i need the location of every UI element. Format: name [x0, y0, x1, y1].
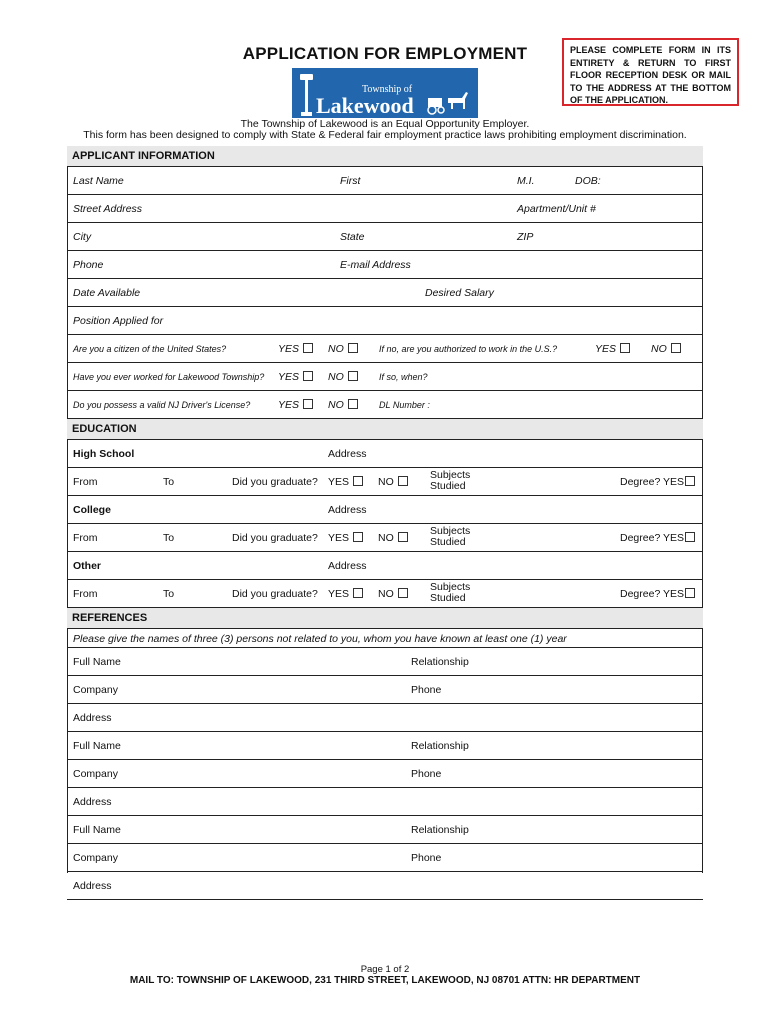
- address-label: Address: [73, 796, 112, 808]
- checkbox-icon: [398, 588, 408, 598]
- worked-no[interactable]: NO: [328, 371, 358, 383]
- high-school-address-label: Address: [328, 448, 367, 460]
- citizen-question: Are you a citizen of the United States?: [73, 344, 227, 354]
- citizen-row: [67, 335, 703, 363]
- reference-1-address-row[interactable]: [67, 704, 703, 732]
- apt-label: Apartment/Unit #: [517, 203, 596, 215]
- reference-3-address-row[interactable]: [67, 872, 703, 900]
- license-yes[interactable]: YES: [278, 399, 313, 411]
- city-row[interactable]: [67, 223, 703, 251]
- authorized-question: If no, are you authorized to work in the U.S.?: [379, 344, 558, 354]
- from-label: From: [73, 476, 98, 488]
- phone-label: Phone: [411, 768, 442, 780]
- college-label: College: [73, 504, 111, 516]
- checkbox-icon: [348, 399, 358, 409]
- company-label: Company: [73, 684, 118, 696]
- address-label: Address: [73, 712, 112, 724]
- graduate-yes[interactable]: YES: [328, 532, 363, 544]
- logo-small-text: Township of: [362, 84, 413, 95]
- graduate-label: Did you graduate?: [232, 588, 318, 600]
- checkbox-icon: [303, 399, 313, 409]
- subjects-label: Subjects Studied: [430, 525, 471, 548]
- high-school-detail-row: [67, 468, 703, 496]
- dl-number-label: DL Number :: [379, 400, 430, 410]
- notice-box: PLEASE COMPLETE FORM IN ITS ENTIRETY & RETURN TO FIRST FLOOR RECEPTION DESK OR MAIL TO THE ADDRESS AT THE BOTTOM OF THE APPLICATION.: [562, 38, 739, 106]
- application-form: [67, 146, 703, 900]
- logo-big-text: Lakewood: [316, 93, 414, 118]
- degree-checkbox[interactable]: Degree? YES: [620, 476, 695, 488]
- address-label: Address: [73, 880, 112, 892]
- company-label: Company: [73, 852, 118, 864]
- checkbox-icon: [303, 371, 313, 381]
- checkbox-icon: [353, 588, 363, 598]
- license-question: Do you possess a valid NJ Driver's License?: [73, 400, 251, 410]
- license-row: [67, 391, 703, 419]
- checkbox-icon: [303, 343, 313, 353]
- compliance-statement: This form has been designed to comply with State & Federal fair employment practice laws prohibiting employment discrimination.: [83, 129, 687, 141]
- checkbox-icon: [620, 343, 630, 353]
- applicant-section-header: [67, 146, 703, 167]
- page-number: Page 1 of 2: [360, 964, 410, 975]
- city-label: City: [73, 231, 92, 243]
- desired-salary-label: Desired Salary: [425, 287, 494, 299]
- reference-2-company-row[interactable]: [67, 760, 703, 788]
- position-label: Position Applied for: [73, 315, 164, 327]
- reference-2-name-row[interactable]: [67, 732, 703, 760]
- other-label: Other: [73, 560, 102, 572]
- degree-checkbox[interactable]: Degree? YES: [620, 588, 695, 600]
- graduate-no[interactable]: NO: [378, 588, 408, 600]
- subjects-label: Subjects Studied: [430, 469, 471, 492]
- last-name-label: Last Name: [73, 175, 124, 187]
- checkbox-icon: [671, 343, 681, 353]
- graduate-yes[interactable]: YES: [328, 588, 363, 600]
- subjects-label: Subjects Studied: [430, 581, 471, 604]
- relationship-label: Relationship: [411, 824, 469, 836]
- state-label: State: [340, 231, 365, 243]
- reference-1-name-row[interactable]: [67, 648, 703, 676]
- college-row[interactable]: [67, 496, 703, 524]
- township-logo: [292, 68, 478, 118]
- other-detail-row: [67, 580, 703, 608]
- full-name-label: Full Name: [73, 740, 121, 752]
- reference-3-name-row[interactable]: [67, 816, 703, 844]
- citizen-no[interactable]: NO: [328, 343, 358, 355]
- reference-2-address-row[interactable]: [67, 788, 703, 816]
- references-section-header: [67, 608, 703, 629]
- to-label: To: [163, 588, 175, 600]
- other-address-label: Address: [328, 560, 367, 572]
- college-address-label: Address: [328, 504, 367, 516]
- company-label: Company: [73, 768, 118, 780]
- citizen-yes[interactable]: YES: [278, 343, 313, 355]
- graduate-yes[interactable]: YES: [328, 476, 363, 488]
- graduate-no[interactable]: NO: [378, 476, 408, 488]
- other-row[interactable]: [67, 552, 703, 580]
- checkbox-icon: [398, 532, 408, 542]
- references-heading: REFERENCES: [72, 612, 148, 624]
- when-question: If so, when?: [379, 372, 428, 382]
- relationship-label: Relationship: [411, 740, 469, 752]
- street-row[interactable]: [67, 195, 703, 223]
- graduate-no[interactable]: NO: [378, 532, 408, 544]
- name-row[interactable]: [67, 167, 703, 195]
- graduate-label: Did you graduate?: [232, 532, 318, 544]
- zip-label: ZIP: [517, 231, 534, 243]
- dob-label: DOB:: [575, 175, 601, 187]
- checkbox-icon: [348, 343, 358, 353]
- reference-1-company-row[interactable]: [67, 676, 703, 704]
- checkbox-icon: [398, 476, 408, 486]
- checkbox-icon: [348, 371, 358, 381]
- first-name-label: First: [340, 175, 361, 187]
- phone-label: Phone: [73, 259, 104, 271]
- mi-label: M.I.: [517, 175, 535, 187]
- phone-label: Phone: [411, 852, 442, 864]
- worked-row: [67, 363, 703, 391]
- checkbox-icon: [685, 532, 695, 542]
- relationship-label: Relationship: [411, 656, 469, 668]
- applicant-heading: APPLICANT INFORMATION: [72, 150, 215, 162]
- worked-yes[interactable]: YES: [278, 371, 313, 383]
- email-label: E-mail Address: [340, 259, 411, 271]
- phone-row[interactable]: [67, 251, 703, 279]
- to-label: To: [163, 476, 175, 488]
- graduate-label: Did you graduate?: [232, 476, 318, 488]
- worked-question: Have you ever worked for Lakewood Township?: [73, 372, 265, 382]
- references-instruction: Please give the names of three (3) persons not related to you, whom you have known at least one (1) year: [73, 633, 567, 645]
- from-label: From: [73, 588, 98, 600]
- full-name-label: Full Name: [73, 824, 121, 836]
- street-label: Street Address: [73, 203, 143, 215]
- degree-checkbox[interactable]: Degree? YES: [620, 532, 695, 544]
- college-detail-row: [67, 524, 703, 552]
- references-instruction-row: [67, 629, 703, 648]
- full-name-label: Full Name: [73, 656, 121, 668]
- page-title: APPLICATION FOR EMPLOYMENT: [242, 44, 528, 63]
- eoe-statement: The Township of Lakewood is an Equal Opportunity Employer.: [240, 118, 530, 130]
- checkbox-icon: [685, 476, 695, 486]
- education-heading: EDUCATION: [72, 423, 137, 435]
- high-school-row[interactable]: [67, 440, 703, 468]
- from-label: From: [73, 532, 98, 544]
- mailing-address: MAIL TO: TOWNSHIP OF LAKEWOOD, 231 THIRD STREET, LAKEWOOD, NJ 08701 ATTN: HR DEPARTMENT: [129, 975, 641, 986]
- phone-label: Phone: [411, 684, 442, 696]
- authorized-no[interactable]: NO: [651, 343, 681, 355]
- license-no[interactable]: NO: [328, 399, 358, 411]
- reference-3-company-row[interactable]: [67, 844, 703, 872]
- high-school-label: High School: [73, 448, 135, 460]
- education-section-header: [67, 419, 703, 440]
- checkbox-icon: [685, 588, 695, 598]
- authorized-yes[interactable]: YES: [595, 343, 630, 355]
- to-label: To: [163, 532, 175, 544]
- position-row[interactable]: [67, 307, 703, 335]
- checkbox-icon: [353, 532, 363, 542]
- checkbox-icon: [353, 476, 363, 486]
- availability-row[interactable]: [67, 279, 703, 307]
- date-available-label: Date Available: [73, 287, 141, 299]
